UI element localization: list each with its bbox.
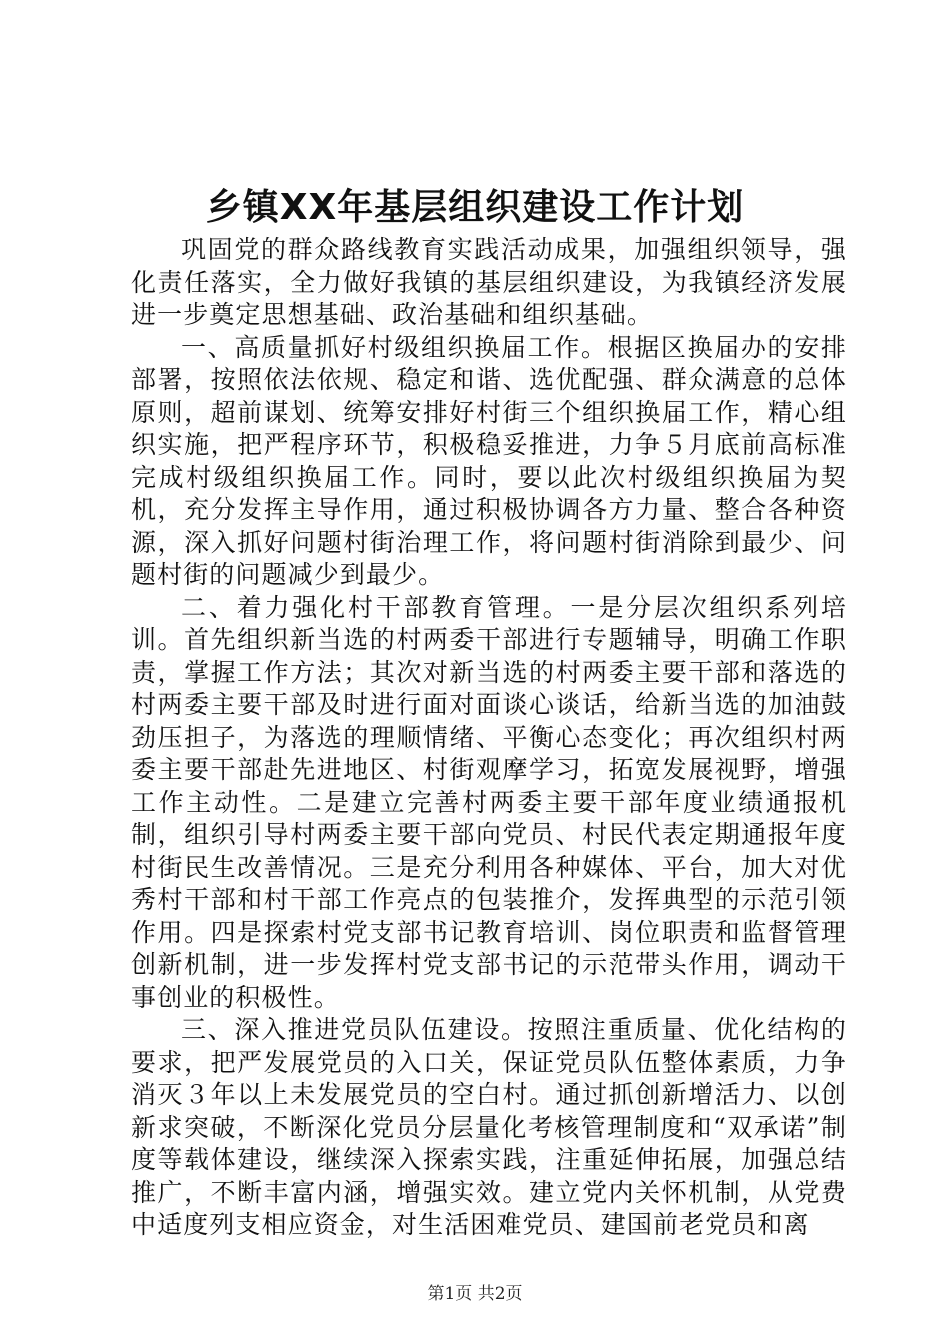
document-title: 乡镇XX年基层组织建设工作计划 [205, 187, 745, 228]
paragraph-section-3: 三、深入推进党员队伍建设。按照注重质量、优化结构的要求，把严发展党员的入口关，保证党员队伍整体素质，力争消灭３年以上未发展党员的空白村。通过抓创新增活力、以创新求突破，不断深化党员分层量化考核管理制度和“双承诺”制度等载体建设，继续深入探索实践，注重延伸拓展，加强总结推广，不断丰富内涵，增强实效。建立党内关怀机制，从党费中适度列支相应资金，对生活困难党员、建国前老党员和离 [131, 1015, 847, 1239]
document-body [131, 234, 847, 1242]
paragraph-section-2: 二、着力强化村干部教育管理。一是分层次组织系列培训。首先组织新当选的村两委干部进行专题辅导，明确工作职责，掌握工作方法；其次对新当选的村两委主要干部和落选的村两委主要干部及时进行面对面谈心谈话，给新当选的加油鼓劲压担子，为落选的理顺情绪、平衡心态变化；再次组织村两委主要干部赴先进地区、村街观摩学习，拓宽发展视野，增强工作主动性。二是建立完善村两委主要干部年度业绩通报机制，组织引导村两委主要干部向党员、村民代表定期通报年度村街民生改善情况。三是充分利用各种媒体、平台，加大对优秀村干部和村干部工作亮点的包装推介，发挥典型的示范引领作用。四是探索村党支部书记教育培训、岗位职责和监督管理创新机制，进一步发挥村党支部书记的示范带头作用，调动干事创业的积极性。 [131, 592, 847, 1012]
page-number-footer: 第1页 共2页 [427, 1284, 523, 1304]
paragraph-section-1: 一、高质量抓好村级组织换届工作。根据区换届办的安排部署，按照依法依规、稳定和谐、选优配强、群众满意的总体原则，超前谋划、统筹安排好村街三个组织换届工作，精心组织实施，把严程序环节，积极稳妥推进，力争５月底前高标准完成村级组织换届工作。同时，要以此次村级组织换届为契机，充分发挥主导作用，通过积极协调各方力量、整合各种资源，深入抓好问题村街治理工作，将问题村街消除到最少、问题村街的问题减少到最少。 [131, 332, 847, 589]
paragraph-intro: 巩固党的群众路线教育实践活动成果，加强组织领导，强化责任落实，全力做好我镇的基层组织建设，为我镇经济发展进一步奠定思想基础、政治基础和组织基础。 [131, 235, 847, 329]
